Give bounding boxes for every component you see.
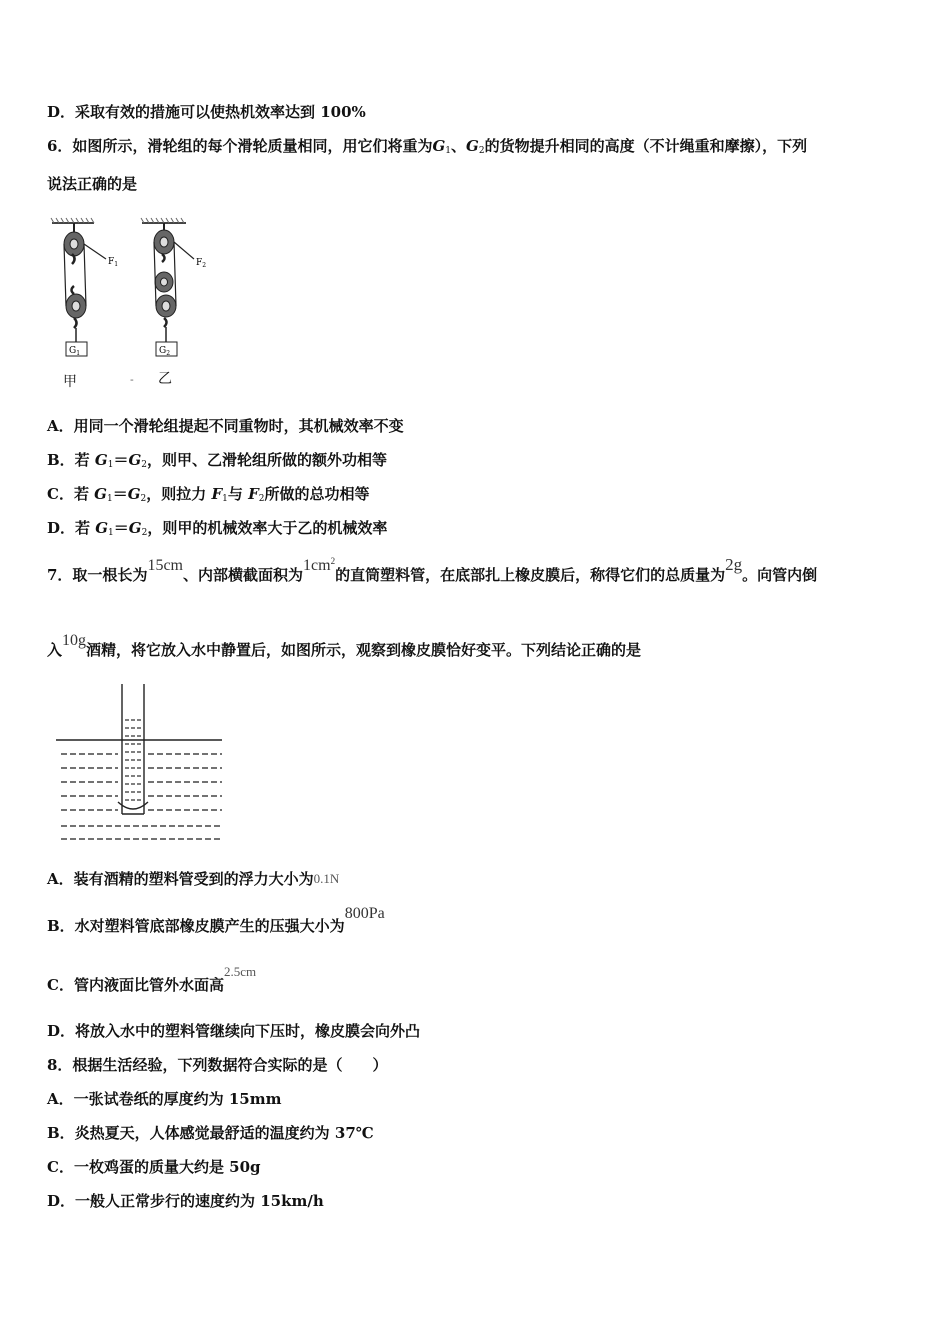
q6-d-g1: G — [95, 519, 109, 537]
q6-b-post: ，则甲、乙滑轮组所做的额外功相等 — [147, 451, 388, 469]
q6-b-g2: G — [128, 451, 142, 469]
q5-option-d: D．采取有效的措施可以使热机效率达到 100% — [47, 103, 366, 121]
q7-a-text: A．装有酒精的塑料管受到的浮力大小为 — [47, 870, 314, 888]
q6-option-d — [47, 518, 387, 543]
q6-sep: 、 — [451, 137, 467, 155]
q7-stem-f: 酒精，将它放入水中静置后，如图所示，观察到橡皮膜恰好变平。下列结论正确的是 — [86, 641, 642, 659]
q6-stem-b: 的货物提升相同的高度（不计绳重和摩擦），下列 — [484, 137, 808, 155]
q6-b-pre: B．若 — [47, 451, 95, 469]
q7-stem-line2 — [47, 632, 642, 661]
q6-d-g2: G — [128, 519, 142, 537]
q6-stem-line1 — [47, 136, 807, 161]
q6-c-eq: ＝ — [112, 485, 128, 503]
q6-g2-sub: 2 — [478, 146, 485, 156]
q6-c-g1-sub: 1 — [106, 494, 113, 504]
q8-option-b: B．炎热夏天，人体感觉最舒适的温度约为 37℃ — [47, 1124, 374, 1142]
tube-water-figure — [56, 682, 236, 846]
q6-b-g1: G — [94, 451, 108, 469]
q7-stem-a: 7．取一根长为 — [47, 566, 148, 584]
label-yi: 乙 — [158, 371, 172, 387]
q7-alcohol: 10g — [62, 632, 87, 649]
q6-g1-sub: 1 — [445, 146, 451, 156]
label-g2: $G_2$ — [159, 346, 171, 357]
q7-stem-c: 的直筒塑料管，在底部扎上橡皮膜后，称得它们的总质量为 — [335, 566, 726, 584]
q6-d-g1-sub: 1 — [108, 528, 114, 538]
pulley-figure — [44, 214, 224, 394]
label-jia: 甲 — [63, 374, 77, 390]
q6-option-a: A．用同一个滑轮组提起不同重物时，其机械效率不变 — [47, 417, 404, 435]
q7-option-d: D．将放入水中的塑料管继续向下压时，橡皮膜会向外凸 — [47, 1022, 421, 1040]
q6-b-eq: ＝ — [113, 451, 129, 469]
q6-c-f2-sub: 2 — [258, 494, 265, 504]
q7-stem-d: 。向管内倒 — [742, 566, 818, 584]
q6-b-g2-sub: 2 — [141, 460, 148, 470]
q6-d-eq: ＝ — [113, 519, 129, 537]
q6-g2: G — [466, 137, 479, 155]
q7-mass: 2g — [725, 555, 743, 574]
q6-option-c — [47, 484, 370, 509]
q6-c-g2: G — [127, 485, 141, 503]
label-f2: $F_2$ — [196, 258, 207, 269]
q6-c-f1-sub: 1 — [222, 494, 228, 504]
q7-option-a — [47, 869, 339, 890]
q7-stem-b: 、内部横截面积为 — [183, 566, 304, 584]
q6-g1: G — [432, 137, 446, 155]
ceiling-jia — [51, 218, 94, 223]
q8-stem: 8．根据生活经验，下列数据符合实际的是（ ） — [47, 1056, 388, 1074]
pulley-system-yi — [154, 223, 194, 356]
q6-c-post: 所做的总功相等 — [264, 485, 370, 503]
pulley-system-jia — [64, 223, 106, 356]
q7-area-value: 1cm — [303, 557, 331, 574]
q8-option-d: D．一般人正常步行的速度约为 15km/h — [47, 1192, 324, 1210]
q6-c-pre: C．若 — [47, 485, 95, 503]
q6-d-post: ，则甲的机械效率大于乙的机械效率 — [147, 519, 388, 537]
ceiling-yi — [141, 218, 186, 223]
q6-c-f1: F — [211, 485, 223, 503]
q7-option-b — [47, 905, 385, 937]
label-f1: $F_1$ — [108, 257, 119, 268]
q6-d-g2-sub: 2 — [141, 528, 148, 538]
q7-c-value: 2.5cm — [223, 964, 257, 979]
q7-stem-e: 入 — [47, 641, 63, 659]
q8-option-a: A．一张试卷纸的厚度约为 15mm — [47, 1090, 282, 1108]
q6-c-f2: F — [248, 485, 259, 503]
label-g1: $G_1$ — [69, 346, 81, 357]
q7-option-c — [47, 964, 257, 996]
q6-c-and: 与 — [227, 485, 249, 503]
q6-stem-line2: 说法正确的是 — [47, 175, 138, 193]
q7-b-value: 800Pa — [344, 905, 385, 922]
q6-option-b — [47, 450, 387, 475]
q6-c-g2-sub: 2 — [140, 494, 147, 504]
q6-c-mid: ，则拉力 — [146, 485, 212, 503]
q7-stem-line1 — [47, 555, 818, 587]
q7-area-sup: 2 — [330, 556, 336, 566]
q7-length: 15cm — [147, 557, 183, 574]
q7-area — [303, 557, 335, 574]
q7-c-text: C．管内液面比管外水面高 — [47, 976, 224, 994]
label-dash: - — [130, 373, 134, 386]
q6-stem-a: 6．如图所示，滑轮组的每个滑轮质量相同，用它们将重为 — [47, 137, 433, 155]
q6-d-pre: D．若 — [47, 519, 96, 537]
water-lines — [61, 754, 222, 839]
q7-b-text: B．水对塑料管底部橡皮膜产生的压强大小为 — [47, 917, 345, 935]
q6-c-g1: G — [94, 485, 107, 503]
alcohol-lines — [125, 720, 141, 800]
q7-a-value: 0.1N — [313, 871, 340, 886]
q6-b-g1-sub: 1 — [107, 460, 114, 470]
q8-option-c: C．一枚鸡蛋的质量大约是 50g — [47, 1158, 261, 1176]
